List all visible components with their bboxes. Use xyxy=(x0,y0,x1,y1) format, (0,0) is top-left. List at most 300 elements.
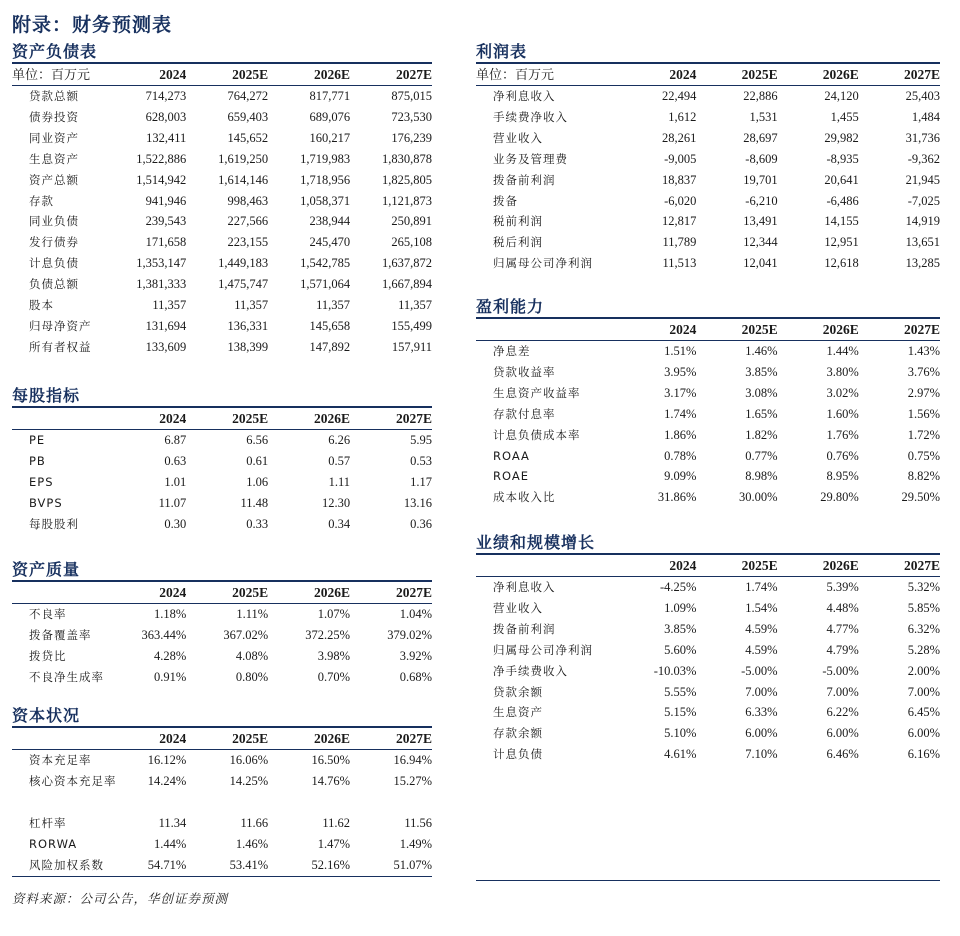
row-value: 22,886 xyxy=(743,89,778,103)
row-label: EPS xyxy=(29,474,54,489)
row-value: 628,003 xyxy=(145,109,187,124)
year-header: 2026E xyxy=(822,67,859,82)
row-value: 5.55% xyxy=(664,684,697,699)
row-value: 3.80% xyxy=(826,364,859,379)
row-value: 239,543 xyxy=(145,214,187,229)
row-value: 1,121,873 xyxy=(382,193,432,208)
row-value: 31,736 xyxy=(905,130,940,145)
row-value: 4.59% xyxy=(745,642,778,657)
row-value: 5.10% xyxy=(664,726,697,741)
row-value: 3.85% xyxy=(745,364,778,379)
row-label: 存款付息率 xyxy=(493,406,556,421)
row-value: -4.25% xyxy=(659,580,697,594)
row-value: 6.16% xyxy=(907,747,940,762)
table-row xyxy=(12,430,432,451)
row-value: 1,571,064 xyxy=(300,277,351,292)
row-value: 1.86% xyxy=(664,427,697,442)
row-value: 1.82% xyxy=(745,427,778,442)
row-value: 1.49% xyxy=(399,836,432,851)
row-value: 659,403 xyxy=(227,109,269,124)
row-value: 1,830,878 xyxy=(382,151,432,166)
row-value: 16.50% xyxy=(311,753,351,767)
row-label: 存款 xyxy=(29,193,54,208)
table-row xyxy=(12,295,432,316)
row-value: 245,470 xyxy=(309,235,351,250)
row-value: 4.28% xyxy=(153,648,187,663)
row-value: 131,694 xyxy=(145,318,187,333)
header-row xyxy=(12,728,432,750)
row-label: 股本 xyxy=(29,298,54,313)
table-row xyxy=(12,149,432,170)
row-value: 1.60% xyxy=(826,406,859,421)
row-label: 手续费净收入 xyxy=(493,109,568,124)
year-header: 2024 xyxy=(669,558,697,573)
row-value: 14,155 xyxy=(824,214,859,229)
row-value: 12,344 xyxy=(743,235,778,250)
row-value: 11.48 xyxy=(240,495,269,510)
table-row xyxy=(12,128,432,149)
header-row xyxy=(476,64,940,86)
row-label: 营业收入 xyxy=(493,600,543,615)
asset-quality-section xyxy=(12,560,432,688)
row-value: 6.32% xyxy=(907,621,940,636)
row-value: 24,120 xyxy=(824,89,859,103)
row-value: 16.12% xyxy=(147,753,187,767)
year-header: 2027E xyxy=(903,322,940,337)
row-value: 6.45% xyxy=(907,705,940,720)
row-label: 拨备覆盖率 xyxy=(29,627,92,642)
year-header: 2027E xyxy=(903,558,940,573)
row-value: 998,463 xyxy=(227,193,269,208)
row-value: 764,272 xyxy=(227,89,269,103)
row-value: 18,837 xyxy=(662,172,697,187)
row-label: 负债总额 xyxy=(29,277,79,292)
left-column xyxy=(12,42,432,877)
table-row xyxy=(476,362,940,383)
row-value: 1,455 xyxy=(830,109,859,124)
per-share-section xyxy=(12,386,432,538)
row-value: -5.00% xyxy=(822,663,859,678)
row-value: 1,475,747 xyxy=(218,277,269,292)
table-row xyxy=(12,834,432,855)
row-value: 11,357 xyxy=(234,298,269,313)
table-row xyxy=(476,232,940,253)
row-value: 6.26 xyxy=(328,433,351,447)
table-row xyxy=(476,487,940,508)
row-value: 1,667,894 xyxy=(382,277,432,292)
capital-table xyxy=(12,728,432,877)
year-header: 2025E xyxy=(232,731,269,746)
page-title: 附录：财务预测表 xyxy=(12,14,173,36)
row-value: 19,701 xyxy=(743,172,778,187)
table-row xyxy=(12,750,432,771)
row-value: 12,618 xyxy=(824,256,859,271)
year-header: 2025E xyxy=(232,411,269,426)
year-header: 2024 xyxy=(159,731,187,746)
row-value: 6.00% xyxy=(745,726,778,741)
row-value: 11,357 xyxy=(316,298,351,313)
row-label: 贷款余额 xyxy=(493,684,543,699)
table-row xyxy=(12,667,432,688)
row-value: 941,946 xyxy=(145,193,187,208)
row-value: 176,239 xyxy=(391,130,432,145)
row-value: 14.25% xyxy=(229,773,269,788)
row-value: -7,025 xyxy=(907,193,940,208)
year-header: 2027E xyxy=(903,67,940,82)
row-label: 归属母公司净利润 xyxy=(493,256,593,271)
row-value: 5.15% xyxy=(664,705,697,720)
row-value: 11.34 xyxy=(158,815,187,830)
row-value: 3.92% xyxy=(399,648,432,663)
row-value: 29.50% xyxy=(901,490,940,505)
row-value: 54.71% xyxy=(147,857,187,872)
row-label: 发行债券 xyxy=(29,235,79,250)
row-value: 1,719,983 xyxy=(300,151,351,166)
row-label: 资本充足率 xyxy=(29,753,92,767)
row-label: 计息负债成本率 xyxy=(493,427,581,442)
row-label: 拨备前利润 xyxy=(493,172,556,187)
year-header: 2026E xyxy=(822,558,859,573)
row-label: 成本收入比 xyxy=(493,490,556,505)
year-header: 2025E xyxy=(741,67,778,82)
row-label: 拨备前利润 xyxy=(493,621,556,636)
balance-sheet-table xyxy=(12,64,432,358)
per-share-table xyxy=(12,408,432,535)
table-row xyxy=(12,274,432,295)
header-row xyxy=(476,319,940,341)
row-value: 1.46% xyxy=(745,344,778,358)
row-value: 1,619,250 xyxy=(218,151,269,166)
row-value: 22,494 xyxy=(662,89,697,103)
row-value: 0.30 xyxy=(164,516,187,531)
row-value: 8.98% xyxy=(745,469,778,484)
source-note: 资料来源：公司公告，华创证券预测 xyxy=(12,891,229,906)
table-row xyxy=(476,149,940,170)
row-label: 不良净生成率 xyxy=(29,669,104,684)
table-row xyxy=(12,107,432,128)
row-value: 5.95 xyxy=(410,433,432,447)
row-value: 11,357 xyxy=(152,298,187,313)
row-label: 贷款总额 xyxy=(29,89,79,103)
row-value: 238,944 xyxy=(309,214,351,229)
row-value: 4.61% xyxy=(664,747,697,762)
row-value: 0.68% xyxy=(399,669,432,684)
row-value: 8.95% xyxy=(826,469,859,484)
row-value: 250,891 xyxy=(391,214,432,229)
row-label: 净利息收入 xyxy=(493,89,556,103)
row-value: 0.57 xyxy=(328,453,351,468)
row-label: 生息资产 xyxy=(493,705,543,720)
table-row xyxy=(476,577,940,598)
profitability-table xyxy=(476,319,940,508)
right-bottom-rule xyxy=(476,880,940,881)
table-row xyxy=(12,646,432,667)
row-value: 3.95% xyxy=(664,364,697,379)
row-value: 0.63 xyxy=(164,453,187,468)
row-value: 1.46% xyxy=(235,836,269,851)
row-value: 723,530 xyxy=(391,109,432,124)
income-title: 利润表 xyxy=(476,42,940,64)
income-table xyxy=(476,64,940,274)
row-value: 0.77% xyxy=(745,448,778,463)
row-label: 债券投资 xyxy=(29,109,79,124)
row-value: 14.24% xyxy=(147,773,187,788)
row-value: 1,449,183 xyxy=(218,256,269,271)
row-value: 1.76% xyxy=(826,427,859,442)
year-header: 2027E xyxy=(395,411,432,426)
header-row xyxy=(12,582,432,604)
table-row xyxy=(12,855,432,876)
row-value: 379.02% xyxy=(387,627,432,642)
row-value: 1.06 xyxy=(246,474,269,489)
table-row xyxy=(12,170,432,191)
table-row xyxy=(476,446,940,467)
row-value: 4.77% xyxy=(826,621,859,636)
row-label: 计息负债 xyxy=(29,256,79,271)
row-value: 9.09% xyxy=(664,469,697,484)
row-value: 53.41% xyxy=(229,857,269,872)
row-value: 7.00% xyxy=(826,684,859,699)
unit-label xyxy=(12,728,104,750)
row-value: 12,817 xyxy=(662,214,697,229)
table-row xyxy=(476,341,940,362)
row-value: 3.17% xyxy=(664,385,697,400)
row-value: 13.16 xyxy=(403,495,432,510)
growth-table xyxy=(476,555,940,765)
year-header: 2025E xyxy=(741,558,778,573)
row-value: 265,108 xyxy=(391,235,432,250)
row-value: 1.09% xyxy=(664,600,697,615)
unit-label: 单位：百万元 xyxy=(476,67,555,82)
row-value: 11.07 xyxy=(158,495,187,510)
row-value: 0.70% xyxy=(317,669,351,684)
per-share-title: 每股指标 xyxy=(12,386,432,408)
row-value: 11.62 xyxy=(322,815,351,830)
table-row xyxy=(12,232,432,253)
year-header: 2026E xyxy=(314,411,351,426)
unit-label: 单位：百万元 xyxy=(12,67,91,82)
row-value: 11,357 xyxy=(398,298,432,313)
row-value: 1.04% xyxy=(399,607,432,621)
row-label: 拨贷比 xyxy=(29,648,67,663)
table-row xyxy=(476,211,940,232)
row-label: 生息资产收益率 xyxy=(493,385,581,400)
row-value: 8.82% xyxy=(907,469,940,484)
row-label: 归母净资产 xyxy=(29,318,92,333)
year-header: 2026E xyxy=(314,731,351,746)
row-value: 227,566 xyxy=(227,214,269,229)
row-value: 1,825,805 xyxy=(382,172,432,187)
balance-sheet-title: 资产负债表 xyxy=(12,42,432,64)
row-value: 3.02% xyxy=(826,385,859,400)
table-row xyxy=(12,813,432,834)
row-value: -6,020 xyxy=(664,193,697,208)
table-row xyxy=(476,107,940,128)
capital-section xyxy=(12,706,432,877)
row-value: 51.07% xyxy=(393,857,432,872)
row-label: 存款余额 xyxy=(493,726,543,741)
row-value: 7.00% xyxy=(907,684,940,699)
row-value: 5.85% xyxy=(907,600,940,615)
row-value: 6.00% xyxy=(907,726,940,741)
table-row xyxy=(476,466,940,487)
asset-quality-title: 资产质量 xyxy=(12,560,432,582)
row-value: 1.11 xyxy=(328,474,351,489)
row-value: 145,652 xyxy=(227,130,269,145)
row-value: 7.00% xyxy=(745,684,778,699)
row-value: 6.46% xyxy=(826,747,859,762)
row-value: 138,399 xyxy=(227,339,269,354)
row-value: -5.00% xyxy=(741,663,778,678)
growth-title: 业绩和规模增长 xyxy=(476,533,940,555)
table-row xyxy=(476,619,940,640)
row-value: 1,484 xyxy=(911,109,940,124)
row-value: 136,331 xyxy=(227,318,269,333)
row-value: 1.74% xyxy=(745,580,778,594)
right-column xyxy=(476,42,940,765)
row-value: 1.11% xyxy=(236,607,269,621)
year-header: 2024 xyxy=(159,67,187,82)
row-label: 净息差 xyxy=(493,344,531,358)
row-value: 16.06% xyxy=(229,753,269,767)
year-header: 2026E xyxy=(314,585,351,600)
year-header: 2027E xyxy=(395,731,432,746)
year-header: 2026E xyxy=(822,322,859,337)
table-row xyxy=(12,191,432,212)
year-header: 2027E xyxy=(395,585,432,600)
table-row xyxy=(12,472,432,493)
profitability-title: 盈利能力 xyxy=(476,297,940,319)
row-value: 12,951 xyxy=(824,235,859,250)
table-row xyxy=(12,86,432,107)
row-value: 11,789 xyxy=(662,235,697,250)
row-value: 1,058,371 xyxy=(300,193,351,208)
row-value: 1.43% xyxy=(907,344,940,358)
row-value: 875,015 xyxy=(391,89,432,103)
row-value: 132,411 xyxy=(146,130,187,145)
table-row xyxy=(12,604,432,625)
spacer-row xyxy=(12,792,432,813)
table-row xyxy=(476,383,940,404)
row-value: 0.76% xyxy=(826,448,859,463)
unit-label xyxy=(476,319,615,341)
row-label: PB xyxy=(29,453,46,468)
row-value: 714,273 xyxy=(145,89,187,103)
header-row xyxy=(476,555,940,577)
table-row xyxy=(12,211,432,232)
year-header: 2026E xyxy=(314,67,351,82)
row-label: 税前利润 xyxy=(493,214,543,229)
table-row xyxy=(476,170,940,191)
row-label: 不良率 xyxy=(29,607,67,621)
row-value: 1,542,785 xyxy=(300,256,351,271)
row-label: RORWA xyxy=(29,836,78,851)
row-value: 817,771 xyxy=(309,89,351,103)
table-row xyxy=(476,86,940,107)
balance-sheet-section xyxy=(12,42,432,374)
table-row xyxy=(12,337,432,358)
row-value: 14.76% xyxy=(311,773,351,788)
capital-title: 资本状况 xyxy=(12,706,432,728)
table-row xyxy=(476,723,940,744)
unit-label xyxy=(12,582,104,604)
row-value: 1,637,872 xyxy=(382,256,432,271)
row-value: 28,261 xyxy=(662,130,697,145)
growth-section xyxy=(476,533,940,765)
row-value: 372.25% xyxy=(305,627,351,642)
year-header: 2024 xyxy=(669,67,697,82)
row-value: 3.85% xyxy=(664,621,697,636)
row-value: 1,353,147 xyxy=(136,256,187,271)
unit-label xyxy=(12,408,104,430)
row-value: 3.98% xyxy=(317,648,351,663)
table-row xyxy=(12,451,432,472)
row-value: 0.53 xyxy=(410,453,432,468)
row-value: 1.47% xyxy=(317,836,351,851)
row-value: -6,486 xyxy=(826,193,859,208)
row-value: 0.33 xyxy=(246,516,269,531)
table-row xyxy=(476,640,940,661)
row-value: 223,155 xyxy=(227,235,269,250)
row-value: 6.00% xyxy=(826,726,859,741)
row-value: 28,697 xyxy=(743,130,778,145)
row-value: 689,076 xyxy=(309,109,351,124)
row-value: 5.28% xyxy=(907,642,940,657)
row-label: 杠杆率 xyxy=(29,815,67,830)
table-row xyxy=(12,253,432,274)
row-value: 147,892 xyxy=(309,339,351,354)
table-row xyxy=(476,661,940,682)
row-value: 1.18% xyxy=(153,607,187,621)
row-label: 生息资产 xyxy=(29,151,79,166)
row-value: 1.07% xyxy=(317,607,351,621)
row-label: 核心资本充足率 xyxy=(29,773,117,788)
row-value: 11.66 xyxy=(240,815,269,830)
table-row xyxy=(476,682,940,703)
row-value: 367.02% xyxy=(223,627,269,642)
row-value: 1.44% xyxy=(826,344,859,358)
row-value: 12.30 xyxy=(321,495,351,510)
row-value: 363.44% xyxy=(141,627,187,642)
row-label: 资产总额 xyxy=(29,172,79,187)
row-value: -9,005 xyxy=(664,151,697,166)
row-value: 6.56 xyxy=(246,433,269,447)
row-value: 11,513 xyxy=(662,256,697,271)
table-row xyxy=(476,425,940,446)
profitability-section xyxy=(476,297,940,523)
row-label: 营业收入 xyxy=(493,130,543,145)
row-value: 29,982 xyxy=(824,130,859,145)
row-value: 14,919 xyxy=(905,214,940,229)
row-value: 6.33% xyxy=(745,705,778,720)
year-header: 2027E xyxy=(395,67,432,82)
row-value: 1.17 xyxy=(410,474,432,489)
row-label: 业务及管理费 xyxy=(493,151,568,166)
row-value: -9,362 xyxy=(907,151,940,166)
row-value: -8,935 xyxy=(826,151,859,166)
table-row xyxy=(476,128,940,149)
row-value: 11.56 xyxy=(404,815,432,830)
row-value: 5.39% xyxy=(826,580,859,594)
row-value: 1,614,146 xyxy=(218,172,269,187)
row-value: 0.61 xyxy=(246,453,269,468)
row-value: 1.56% xyxy=(907,406,940,421)
table-row xyxy=(12,625,432,646)
row-value: 15.27% xyxy=(393,773,432,788)
row-value: 13,651 xyxy=(905,235,940,250)
table-row xyxy=(476,253,940,274)
row-value: 1.51% xyxy=(664,344,697,358)
